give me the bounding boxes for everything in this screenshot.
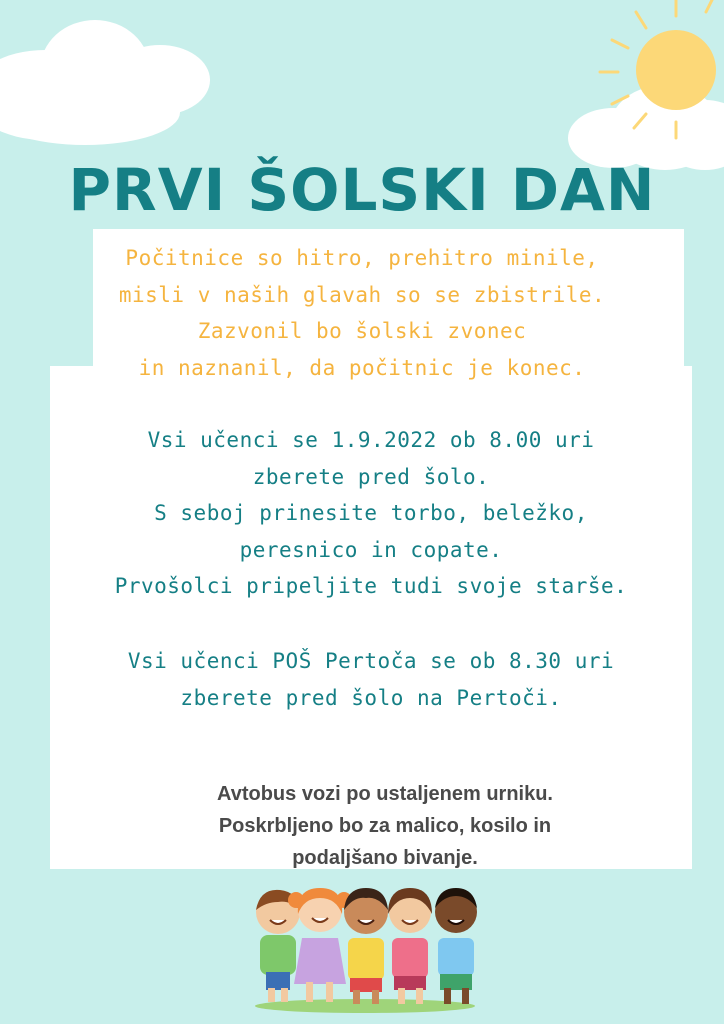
branch-school-info: [50, 643, 692, 716]
bus-line: podaljšano bivanje.: [292, 847, 478, 869]
info-line: peresnico in copate.: [239, 537, 503, 562]
poem-line: in naznanil, da počitnic je konec.: [138, 355, 586, 380]
main-school-info: [50, 422, 692, 605]
poem-line: Počitnice so hitro, prehitro minile,: [125, 246, 599, 270]
children-illustration: [240, 880, 490, 1015]
info-line: Vsi učenci POŠ Pertoča se ob 8.30 uri: [127, 649, 615, 673]
bus-line: Poskrbljeno bo za malico, kosilo in: [218, 815, 552, 837]
poem-line: Zazvonil bo šolski zvonec: [197, 319, 527, 343]
page-title: PRVI ŠOLSKI DAN: [68, 156, 656, 224]
poem-text: [60, 240, 664, 386]
info-line: S seboj prinesite torbo, beležko,: [154, 501, 588, 525]
poem-line: misli v naših glavah so se zbistrile.: [118, 282, 606, 307]
bus-line: Avtobus vozi po ustaljenem urniku.: [217, 783, 553, 805]
bus-info: [170, 778, 600, 874]
info-line: zberete pred šolo.: [252, 464, 490, 489]
info-line: Prvošolci pripeljite tudi svoje starše.: [114, 574, 628, 598]
sun-icon: [590, 0, 724, 140]
info-line: zberete pred šolo na Pertoči.: [180, 685, 562, 710]
info-line: Vsi učenci se 1.9.2022 ob 8.00 uri: [147, 428, 595, 452]
